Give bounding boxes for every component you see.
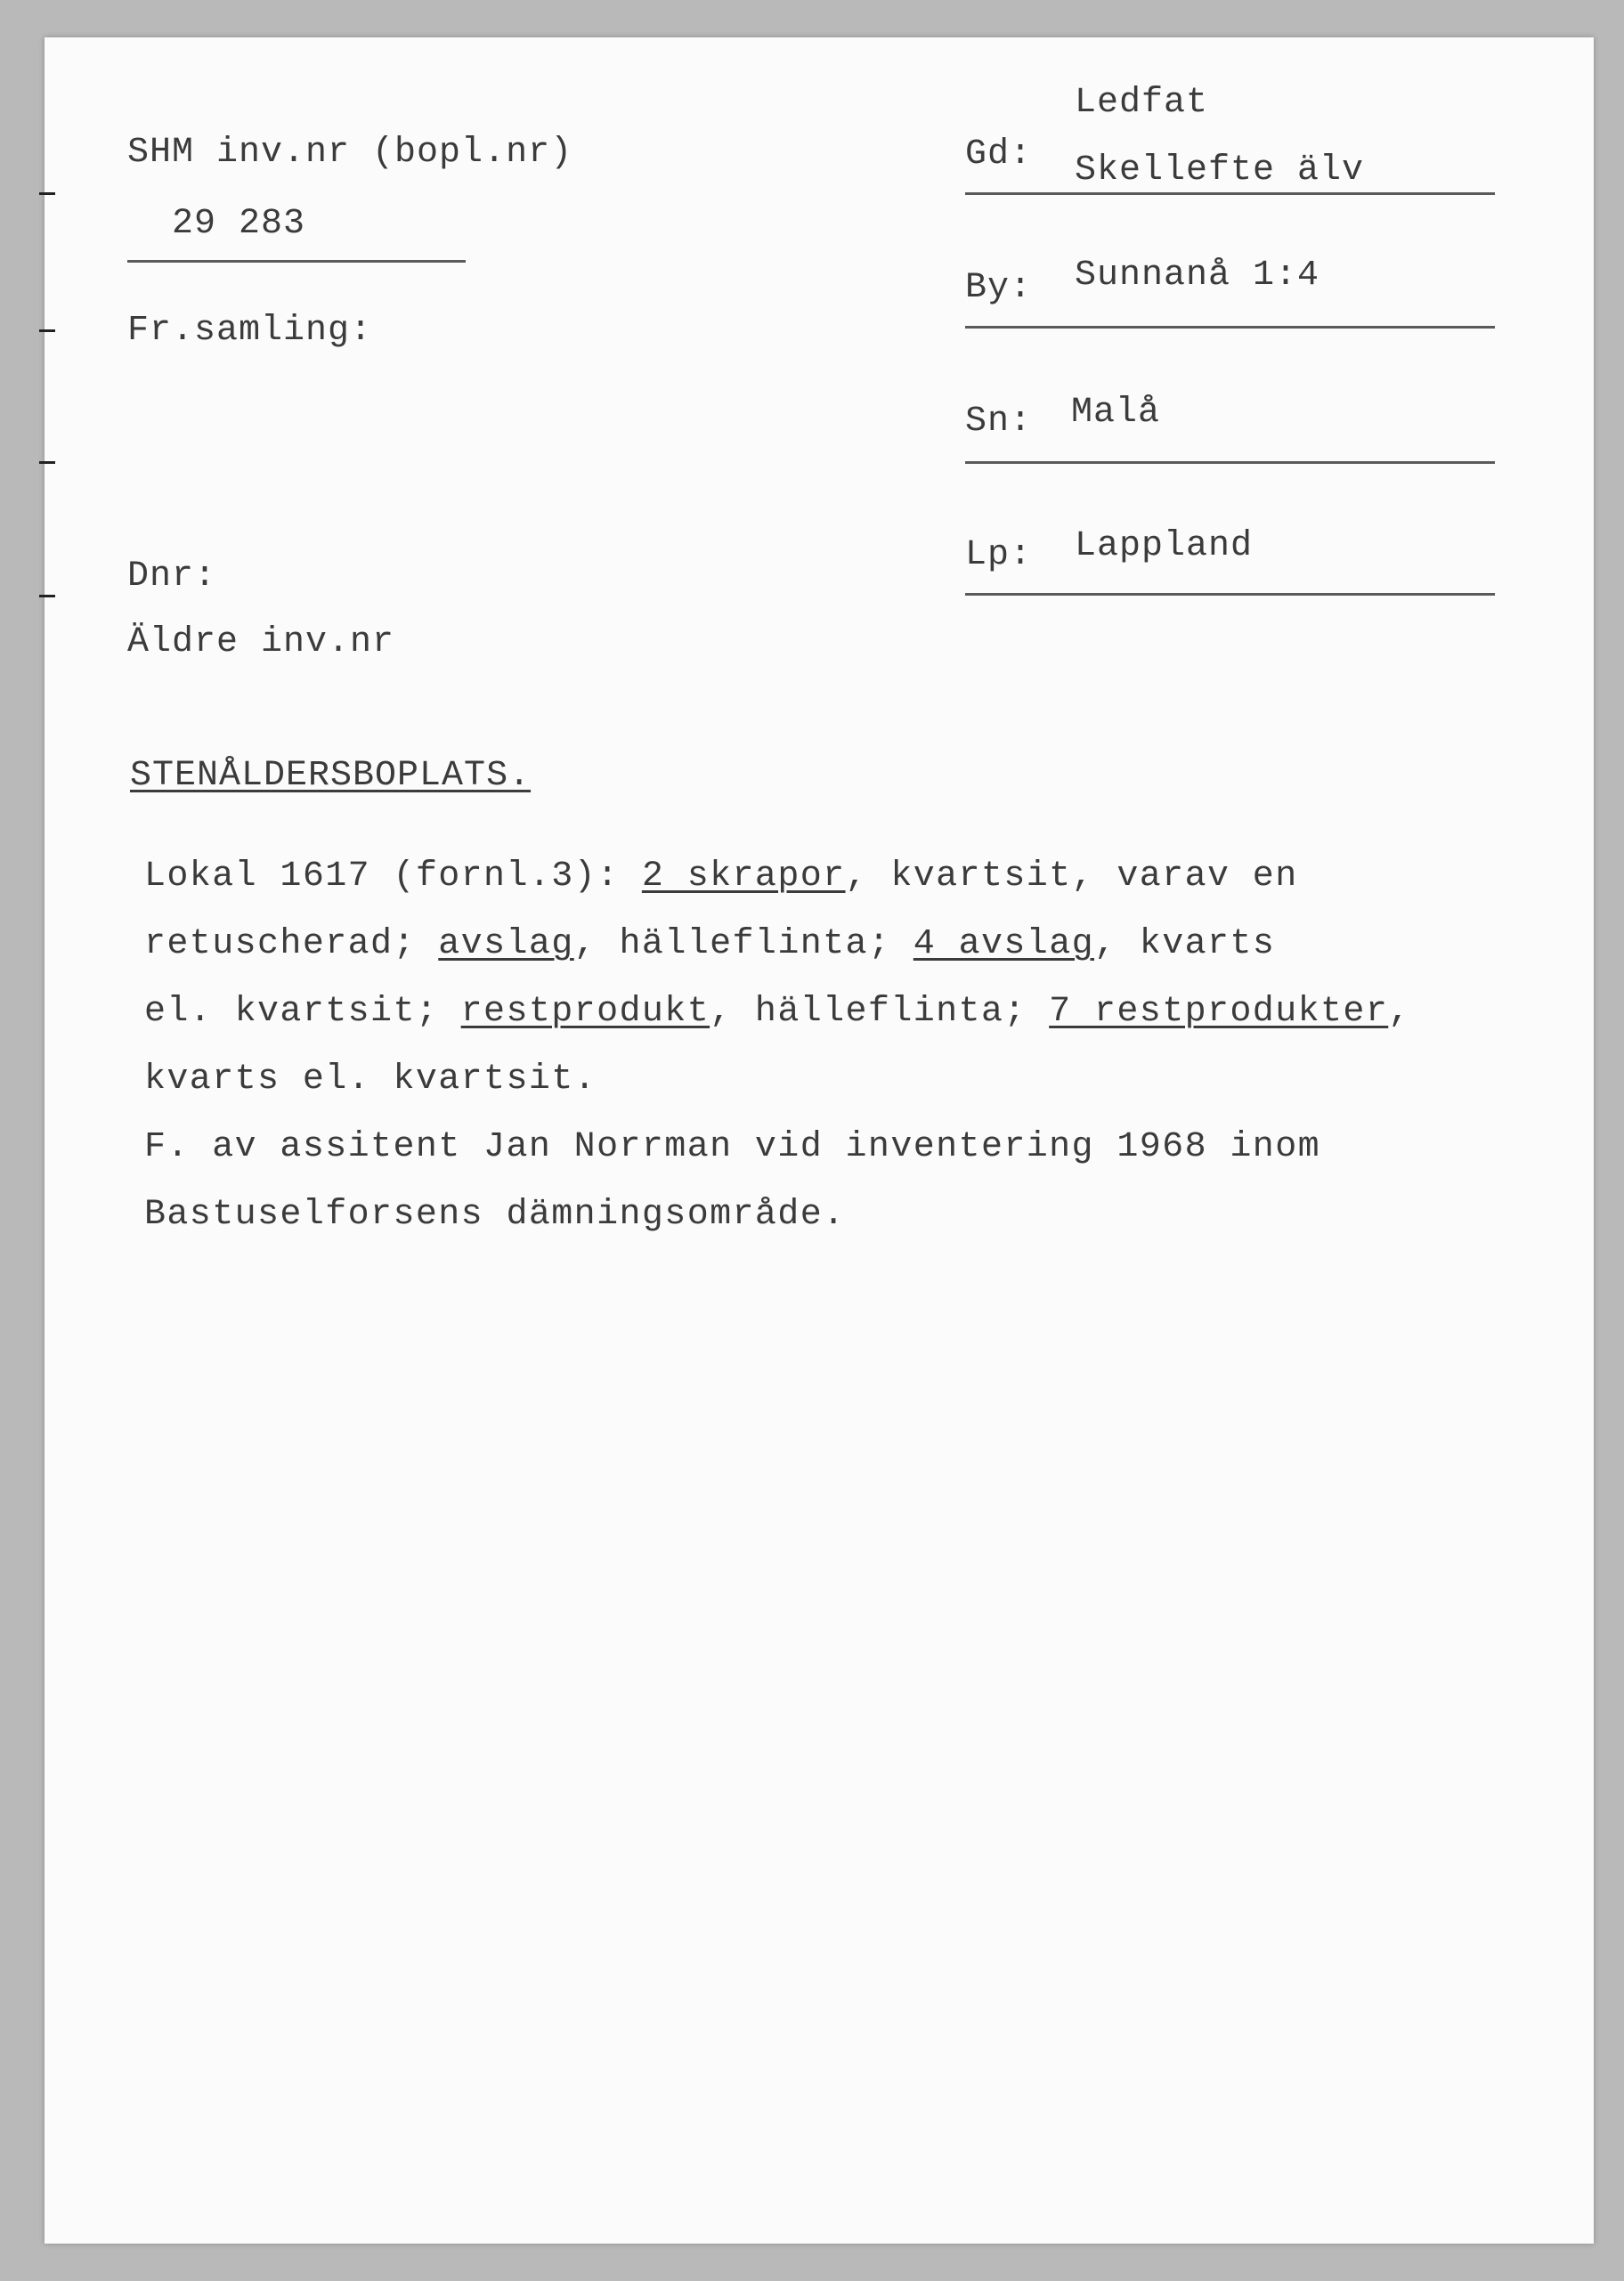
gd-rule	[965, 192, 1495, 195]
body-text: , kvarts	[1094, 924, 1276, 964]
edge-tick	[39, 192, 55, 195]
body-text: retuscherad;	[144, 924, 439, 964]
gd-value: Skellefte älv	[1075, 150, 1365, 191]
by-rule	[965, 326, 1495, 329]
body-text: , hälleflinta;	[573, 924, 914, 964]
site-heading	[130, 756, 532, 796]
underlined-term: 7 restprodukter	[1049, 992, 1389, 1032]
underlined-term: 2 skrapor	[641, 856, 846, 897]
underlined-term: avslag	[438, 924, 574, 964]
ledfat-label: Ledfat	[1075, 83, 1209, 123]
fr-samling-label: Fr.samling:	[127, 311, 373, 351]
underlined-term: restprodukt	[460, 992, 710, 1032]
body-line-4: kvarts el. kvartsit.	[144, 1059, 597, 1100]
sn-value: Malå	[1071, 393, 1161, 433]
body-line-3	[144, 992, 1411, 1032]
lp-value: Lappland	[1075, 526, 1254, 566]
sn-label: Sn:	[965, 402, 1033, 442]
underlined-term: 4 avslag	[913, 924, 1094, 964]
body-line-2	[144, 924, 1275, 964]
body-line-1	[144, 856, 1298, 897]
edge-tick	[39, 461, 55, 464]
edge-tick	[39, 329, 55, 332]
dnr-label: Dnr:	[127, 556, 217, 597]
by-label: By:	[965, 268, 1033, 308]
site-heading-text: STENÅLDERSBOPLATS.	[130, 756, 532, 796]
body-line-5: F. av assitent Jan Norrman vid inventering 1968 inom	[144, 1127, 1321, 1167]
gd-label: Gd:	[965, 134, 1033, 175]
by-value: Sunnanå 1:4	[1075, 256, 1320, 296]
body-line-6: Bastuselforsens dämningsområde.	[144, 1195, 846, 1235]
aldre-label: Äldre inv.nr	[127, 622, 395, 662]
body-text: Lokal 1617 (fornl.3):	[144, 856, 642, 897]
body-text: , hälleflinta;	[710, 992, 1050, 1032]
edge-tick	[39, 595, 55, 597]
body-text: , kvartsit, varav en	[845, 856, 1298, 897]
body-text: ,	[1388, 992, 1411, 1032]
sn-rule	[965, 461, 1495, 464]
inv-value: 29 283	[172, 204, 306, 244]
lp-rule	[965, 593, 1495, 596]
lp-label: Lp:	[965, 535, 1033, 575]
body-text: el. kvartsit;	[144, 992, 461, 1032]
inv-rule	[127, 260, 466, 263]
inv-label: SHM inv.nr (bopl.nr)	[127, 133, 573, 173]
